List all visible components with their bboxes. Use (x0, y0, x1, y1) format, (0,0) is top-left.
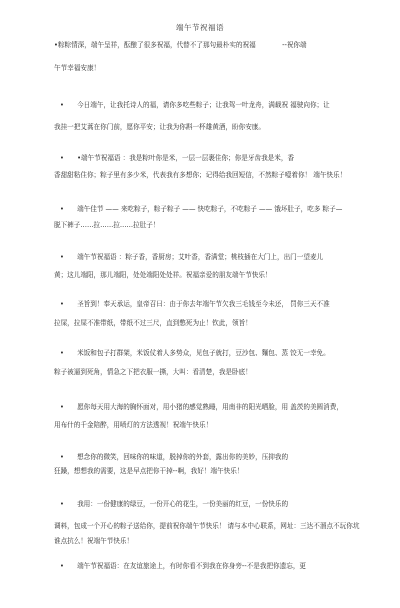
paragraph-3-line-1: • •端午节祝福语 ：我是粽叶你是米，一层一层裹住你；你是牙齿我是米，香 (60, 154, 295, 162)
paragraph-6-line-2: 拉屎，拉屎不准带纸，带纸不过三尺，直到憋死为止！钦此，领旨！ (54, 319, 252, 327)
paragraph-4-line-1: • 端午佳节 —— 来吃粽子，粽子粽子 —— 快吃粽子，不吃粽子 —— 饿坏肚子，吃多 粽子— (60, 205, 343, 213)
paragraph-10-line-2: 调料，包成一个开心的粽子送给你，提前祝你端午节快乐！ 请与本中心联系，网址：三达不溜点不玩你坑 (54, 522, 360, 530)
paragraph-10-line-3: 谁点抗么！祝端午节快乐！ (54, 537, 134, 545)
paragraph-5-line-1: • 端午节祝福语 ：粽子香，香厨房；艾叶香，香满堂；桃枝插在大门上，出门一望麦儿 (60, 253, 324, 261)
paragraph-2-line-2: 我挂一把艾蒿在你门前，愿你平安；让我为你斟一杯雄黄酒，盼你安康。 (54, 123, 265, 131)
paragraph-9-line-2: 狂躁，想想我的需要，这是早点把你干掉--啊，我好！端午快乐！ (54, 467, 244, 475)
paragraph-4-line-2: 脱下裤子……拉……拉……拉肚子！ (54, 221, 160, 229)
paragraph-10-line-1: • 我用：一份健康的绿豆，一份开心的花生，一份美丽的红豆，一份快乐的 (60, 500, 289, 508)
paragraph-6-line-1: • 圣旨到！奉天承运，皇帝召曰：由于你去年端午节欠我三毛钱至今未还， 罚你三天不准 (60, 300, 330, 308)
paragraph-11-line-1: • 端午节祝福语：在友谊旅途上，有时你看不到我在你身旁--不是我把你遗忘，更 (60, 562, 307, 570)
paragraph-8-line-1: • 愿你每天用大海的胸怀面对，用小猪的感觉熟睡，用南非的阳光晒脸，用 盖茨的美圆消费， (60, 403, 343, 411)
paragraph-3-line-2: 香甜甜粘住你；粽子里有多少米，代表我有多想你；记得给我回短信，不然粽子噎着你！ 端午快乐！ (54, 171, 347, 179)
paragraph-8-line-2: 用布什的千金陪醉，用喷灯的方法透视！祝端午快乐！ (54, 421, 213, 429)
paragraph-2-line-1: • 今日端午，让我托诗人的福，请你多吃些粽子；让我驾一叶龙舟，满载祝 福驶向你；让 (60, 101, 330, 109)
paragraph-7-line-1: • 米饭和包子打群架，米饭仗着人多势众，见包子就打，豆沙包、麵包、蒸 饺无一幸免。 (60, 349, 330, 357)
document-title: 端午节祝福语 (176, 23, 224, 32)
paragraph-1-line-2: 午节幸福安康！ (54, 64, 101, 72)
paragraph-1-line-1: •粽粽情深，端午呈祥，酝酿了很多祝福，代替不了那句最朴实的祝福 --祝你端 (54, 41, 307, 49)
paragraph-9-line-1: • 想念你的微笑，回味你的味道，脱掉你的外套，露出你的美妙，压抑我的 (60, 453, 289, 461)
paragraph-5-line-2: 黄；这儿端阳，那儿端阳，处处端阳处处祥。祝福亲爱的朋友端午节快乐！ (54, 271, 272, 279)
paragraph-7-line-2: 粽子被逼到死角，情急之下把衣服一撕，大叫：看清楚，我是卧底！ (54, 368, 252, 376)
